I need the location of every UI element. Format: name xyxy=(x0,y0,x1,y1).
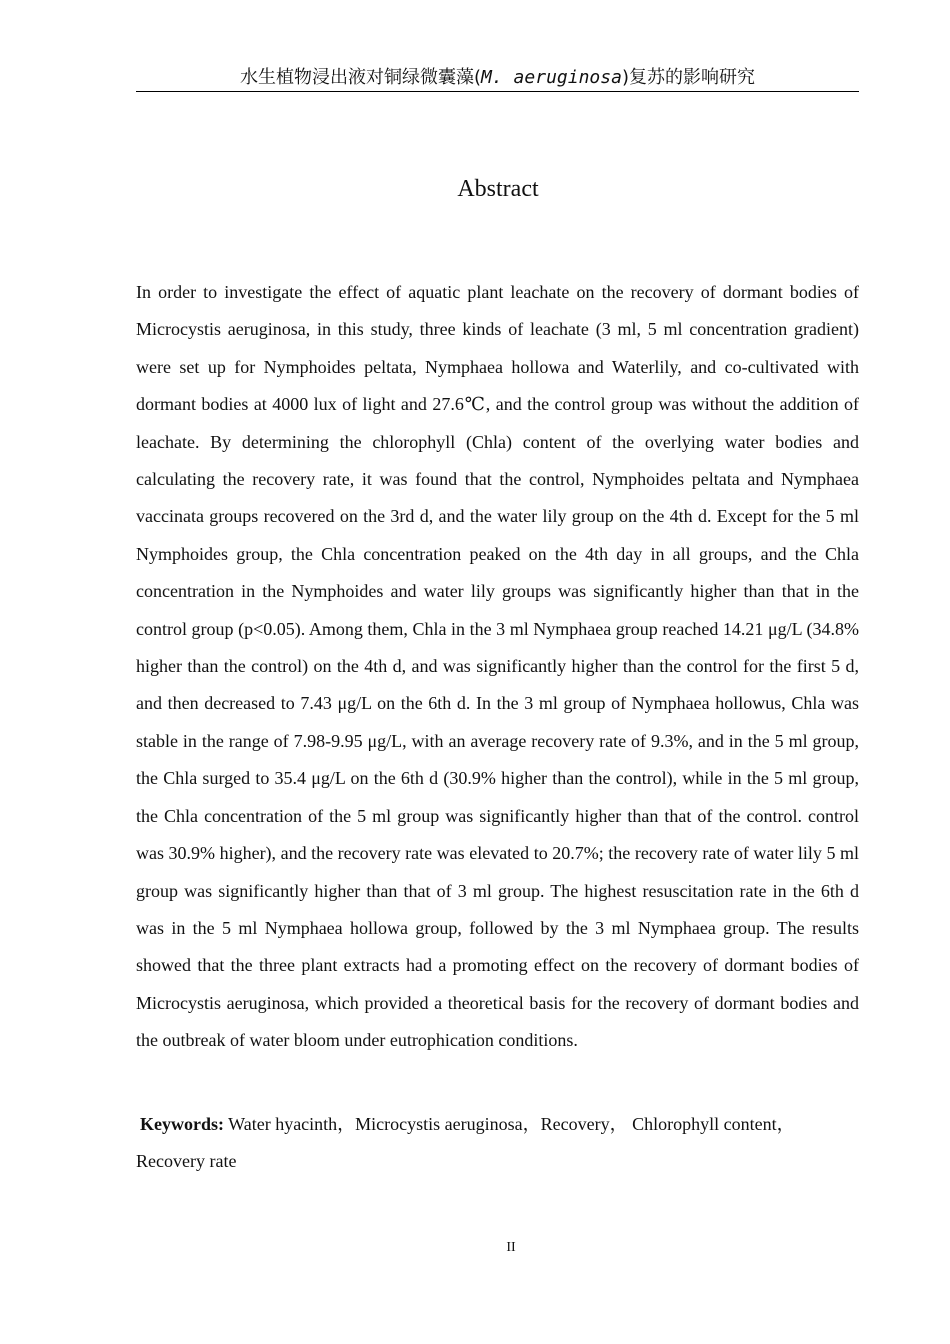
header-species: M. aeruginosa xyxy=(481,67,622,88)
keywords-label: Keywords: xyxy=(140,1114,224,1134)
running-header xyxy=(136,66,859,92)
header-prefix: 水生植物浸出液对铜绿微囊藻( xyxy=(240,67,482,88)
keywords-line xyxy=(136,1106,859,1181)
keywords-text: Water hyacinth，Microcystis aeruginosa，Recovery， Chlorophyll content，Recovery rate xyxy=(136,1114,795,1172)
abstract-body: In order to investigate the effect of aquatic plant leachate on the recovery of dormant bodies of Microcystis aeruginosa, in this study, three kinds of leachate (3 ml, 5 ml concentration gradient) were set up for Nymphoides peltata, Nymphaea hollowa and Waterlily, and co-cultivated with dormant bodies at 4000 lux of light and 27.6℃, and the control group was without the addition of leachate. By determining the chlorophyll (Chla) content of the overlying water bodies and calculating the recovery rate, it was found that the control, Nymphoides peltata and Nymphaea vaccinata groups recovered on the 3rd d, and the water lily group on the 4th d. Except for the 5 ml Nymphoides group, the Chla concentration peaked on the 4th day in all groups, and the Chla concentration in the Nymphoides and water lily groups was significantly higher than that in the control group (p<0.05). Among them, Chla in the 3 ml Nymphaea group reached 14.21 μg/L (34.8% higher than the control) on the 4th d, and was significantly higher than the control for the first 5 d, and then decreased to 7.43 μg/L on the 6th d. In the 3 ml group of Nymphaea hollowus, Chla was stable in the range of 7.98-9.95 μg/L, with an average recovery rate of 9.3%, and in the 5 ml group, the Chla surged to 35.4 μg/L on the 6th d (30.9% higher than the control), while in the 5 ml group, the Chla concentration of the 5 ml group was significantly higher than that of the control. control was 30.9% higher), and the recovery rate was elevated to 20.7%; the recovery rate of water lily 5 ml group was significantly higher than that of 3 ml group. The highest resuscitation rate in the 6th d was in the 5 ml Nymphaea hollowa group, followed by the 3 ml Nymphaea group. The results showed that the three plant extracts had a promoting effect on the recovery of dormant bodies of Microcystis aeruginosa, which provided a theoretical basis for the recovery of dormant bodies and the outbreak of water bloom under eutrophication conditions. xyxy=(136,282,859,1051)
page-number: II xyxy=(506,1240,516,1255)
abstract-title: Abstract xyxy=(457,176,539,202)
header-suffix: )复苏的影响研究 xyxy=(621,67,755,88)
